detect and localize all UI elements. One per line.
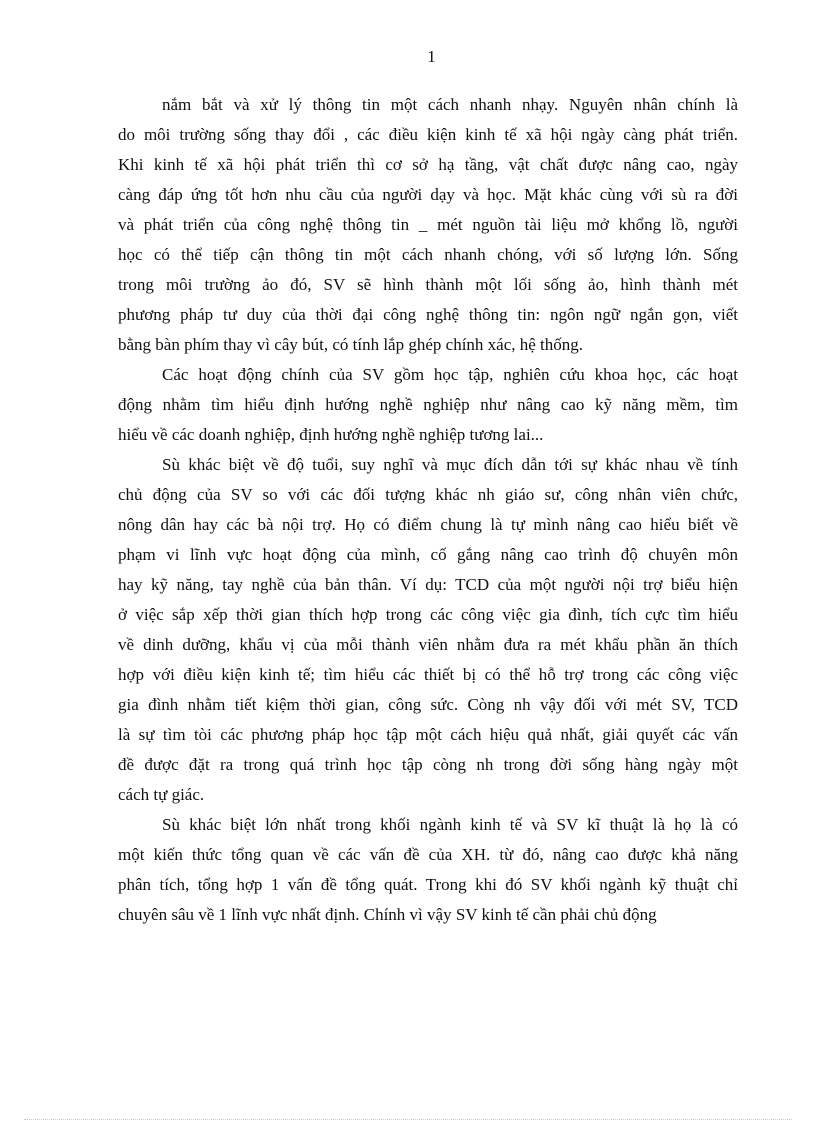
text-line: Sù khác biệt lớn nhất trong khối ngành kinh tế và SV kĩ thuật là họ là có [162, 815, 738, 834]
text-line: do môi trường sống thay đổi , các điều kiện kinh tế xã hội ngày càng phát triển. [118, 125, 738, 144]
text-line: chủ động của SV so với các đối tượng khác nh giáo sư, công nhân viên chức, [118, 485, 738, 504]
text-line: Sù khác biệt về độ tuổi, suy nghĩ và mục đích dẫn tới sự khác nhau về tính [162, 455, 738, 474]
text-line: hợp với điều kiện kinh tế; tìm hiểu các thiết bị có thể hỗ trợ trong các công việc [118, 665, 738, 684]
text-line: học có thể tiếp cận thông tin một cách nhanh chóng, với số lượng lớn. Sống [118, 245, 738, 264]
text-line: trong môi trường ảo đó, SV sẽ hình thành một lối sống ảo, hình thành mét [118, 275, 738, 294]
text-line: và phát triển của công nghệ thông tin _ mét nguồn tài liệu mở khổng lồ, người [118, 215, 738, 234]
paragraph [118, 810, 738, 930]
text-line: một kiến thức tổng quan về các vấn đề của XH. từ đó, nâng cao được khả năng [118, 845, 738, 864]
text-line: gia đình nhằm tiết kiệm thời gian, công sức. Còng nh vậy đối với mét SV, TCD [118, 695, 738, 714]
text-line: ở việc sắp xếp thời gian thích hợp trong các công việc gia đình, tích cực tìm hiểu [118, 605, 738, 624]
text-line: chuyên sâu về 1 lĩnh vực nhất định. Chính vì vậy SV kinh tế cần phải chủ động [118, 905, 657, 924]
text-line: hay kỹ năng, tay nghề của bản thân. Ví dụ: TCD của một người nội trợ biểu hiện [118, 575, 738, 594]
page-bottom-rule [24, 1119, 792, 1120]
paragraph [118, 90, 738, 360]
document-body [118, 90, 738, 930]
text-line: nắm bắt và xử lý thông tin một cách nhanh nhạy. Nguyên nhân chính là [162, 95, 738, 114]
text-line: hiểu về các doanh nghiệp, định hướng nghề nghiệp tương lai... [118, 425, 544, 444]
text-line: về dinh dưỡng, khẩu vị của mỗi thành viên nhằm đưa ra mét khẩu phần ăn thích [118, 635, 738, 654]
paragraph [118, 360, 738, 450]
text-line: động nhằm tìm hiểu định hướng nghề nghiệp như nâng cao kỹ năng mềm, tìm [118, 395, 738, 414]
paragraph [118, 450, 738, 810]
page-number: 1 [427, 47, 436, 66]
text-line: là sự tìm tòi các phương pháp học tập một cách hiệu quả nhất, giải quyết các vấn [118, 725, 738, 744]
text-line: bằng bàn phím thay vì cây bút, có tính lắp ghép chính xác, hệ thống. [118, 335, 584, 354]
text-line: nông dân hay các bà nội trợ. Họ có điểm chung là tự mình nâng cao hiểu biết về [118, 515, 738, 534]
text-line: cách tự giác. [118, 785, 205, 804]
text-line: phương pháp tư duy của thời đại công nghệ thông tin: ngôn ngữ ngắn gọn, viết [118, 305, 738, 324]
text-line: Khi kinh tế xã hội phát triển thì cơ sở hạ tầng, vật chất được nâng cao, ngày [118, 155, 738, 174]
text-line: phạm vi lĩnh vực hoạt động của mình, cố gắng nâng cao trình độ chuyên môn [118, 545, 738, 564]
text-line: Các hoạt động chính của SV gồm học tập, nghiên cứu khoa học, các hoạt [162, 365, 738, 384]
text-line: phân tích, tổng hợp 1 vấn đề tổng quát. Trong khi đó SV khối ngành kỹ thuật chỉ [118, 875, 738, 894]
text-line: đề được đặt ra trong quá trình học tập còng nh trong đời sống hàng ngày một [118, 755, 738, 774]
text-line: càng đáp ứng tốt hơn nhu cầu của người dạy và học. Mặt khác cùng với sù ra đời [118, 185, 738, 204]
